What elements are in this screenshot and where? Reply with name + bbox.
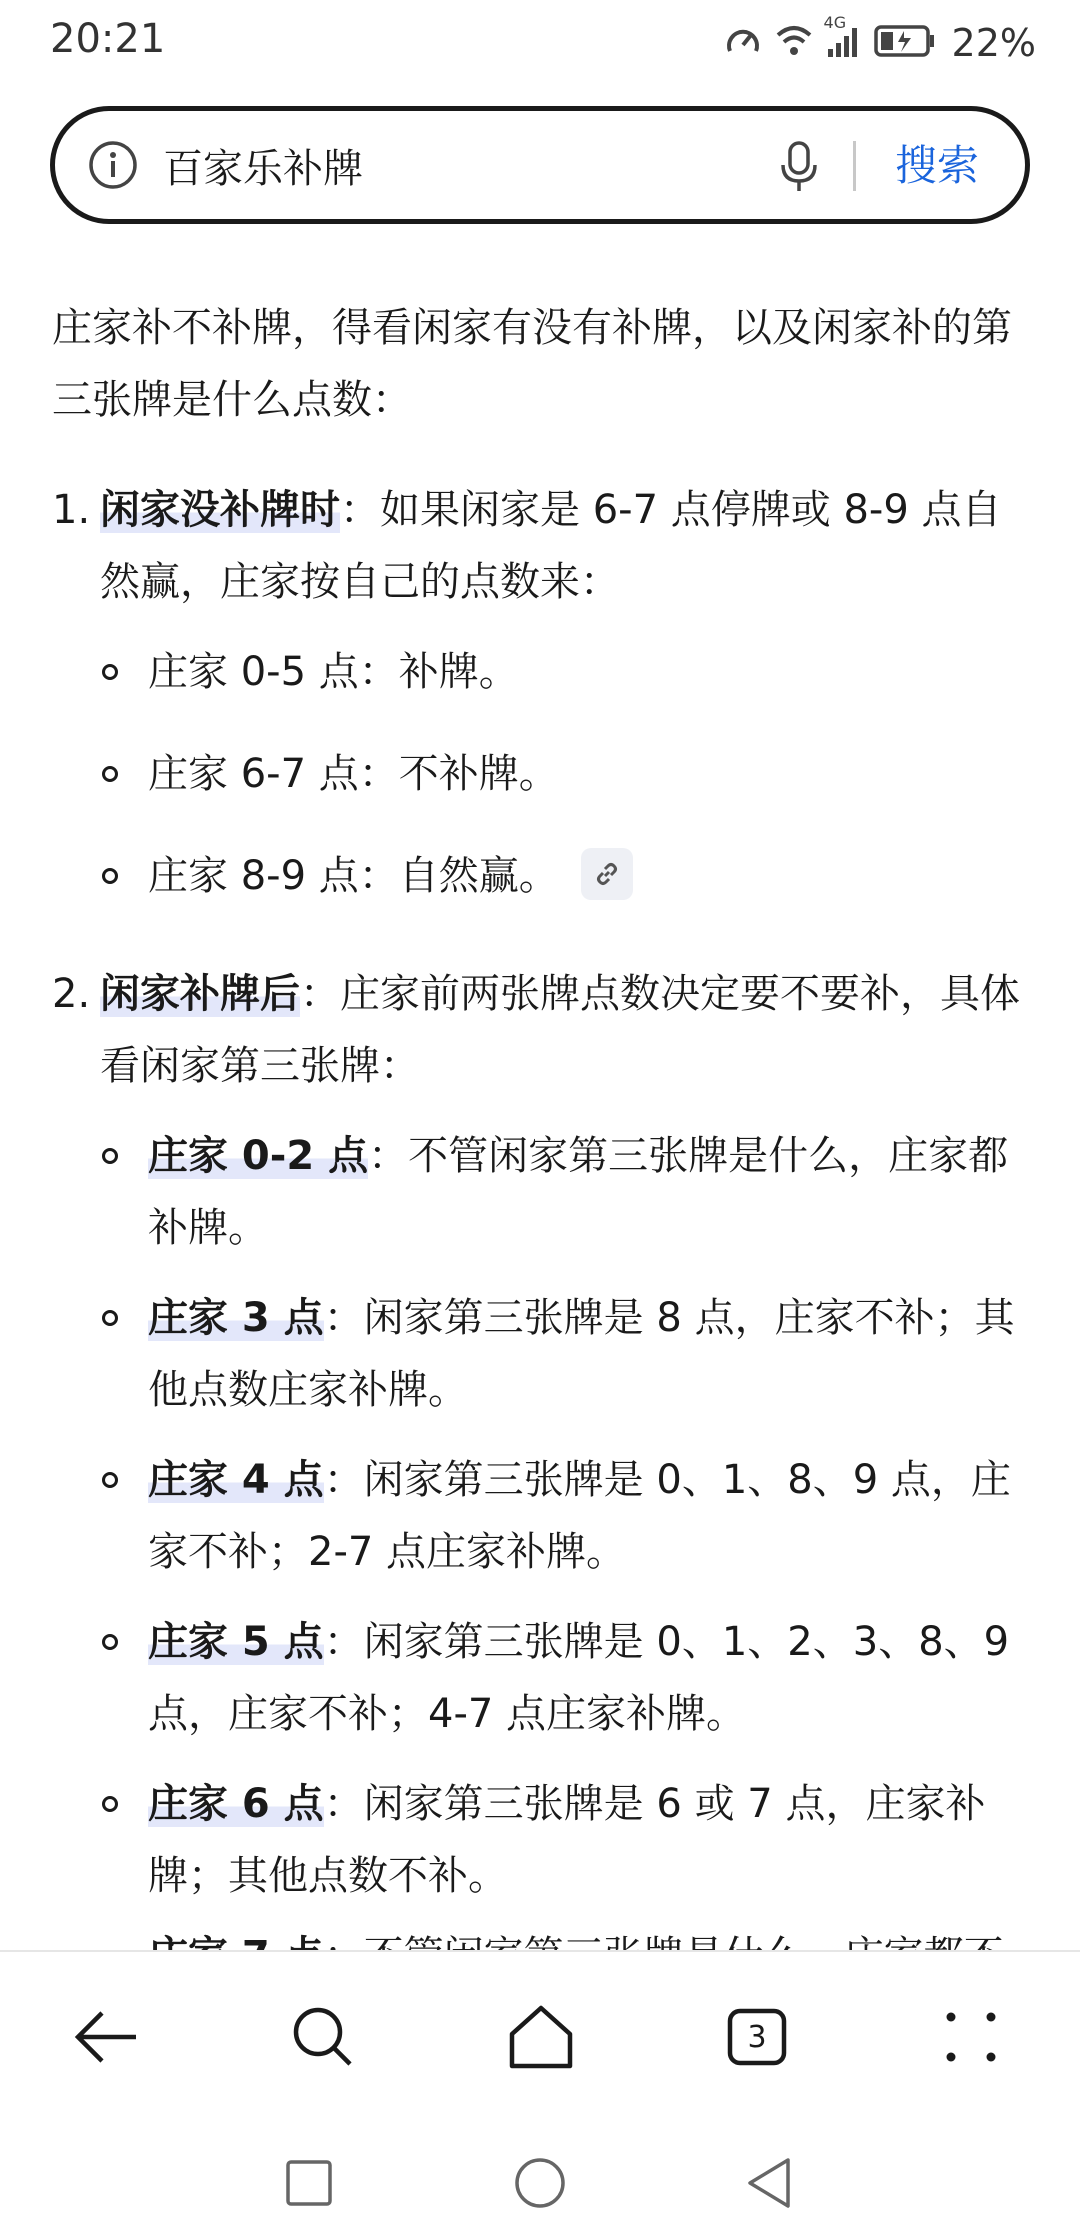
back-arrow-icon[interactable] (62, 1992, 152, 2082)
tabs-button[interactable] (712, 1992, 802, 2082)
section-number: 2. (52, 971, 91, 1017)
browser-bottom-nav (0, 1950, 1080, 2118)
bullet-icon (102, 664, 118, 680)
list-item-text: ：闲家第三张牌是 0、1、2、3、8、9 点，庄家不补；4-7 点庄家补牌。 (148, 1619, 1010, 1737)
info-icon[interactable] (87, 139, 139, 191)
section-body: ：庄家前两张牌点数决定要不要补，具体看闲家第三张牌： (100, 971, 1020, 1089)
list-item-label: 庄家 0-2 点 (148, 1133, 369, 1179)
section-title: 闲家补牌后 (100, 971, 300, 1017)
list-item (148, 1282, 1028, 1426)
search-button[interactable]: 搜索 (895, 133, 979, 193)
article-content (0, 280, 1080, 1950)
wifi-icon (774, 23, 814, 63)
list-item-label: 庄家 5 点 (148, 1619, 324, 1665)
list-item (148, 1444, 1028, 1588)
link-icon[interactable] (581, 848, 633, 900)
mic-icon[interactable] (771, 137, 827, 195)
list-item-label: 庄家 6 点 (148, 1781, 324, 1827)
section-text (100, 474, 1020, 618)
intro-paragraph: 庄家补不补牌，得看闲家有没有补牌，以及闲家补的第三张牌是什么点数： (52, 305, 1012, 423)
list-item-text: ：闲家第三张牌是 0、1、8、9 点，庄家不补；2-7 点庄家补牌。 (148, 1457, 1011, 1575)
bullet-icon (102, 1148, 118, 1164)
list-item (148, 1120, 1028, 1264)
bullet-icon (102, 1634, 118, 1650)
list-item (148, 1606, 1028, 1750)
section-number: 1. (52, 487, 91, 533)
circle-icon[interactable] (505, 2148, 575, 2218)
menu-dots-icon[interactable] (926, 1992, 1016, 2082)
status-icons (724, 13, 1036, 68)
list-item-text: 庄家 8-9 点：自然赢。 (148, 853, 559, 899)
bullet-icon (102, 766, 118, 782)
section-text (100, 958, 1020, 1102)
list-item-label: 庄家 4 点 (148, 1457, 324, 1503)
network-type: 4G (823, 13, 847, 32)
status-time: 20:21 (50, 16, 166, 62)
search-input[interactable] (163, 133, 763, 197)
home-icon[interactable] (496, 1992, 586, 2082)
battery-percent: 22% (951, 21, 1036, 65)
search-icon[interactable] (278, 1992, 368, 2082)
bullet-icon (102, 868, 118, 884)
search-divider (853, 141, 856, 191)
battery-icon (874, 24, 936, 62)
section-title: 闲家没补牌时 (100, 487, 340, 533)
section-body: ：如果闲家是 6-7 点停牌或 8-9 点自然赢，庄家按自己的点数来： (100, 487, 1002, 605)
list-item: 庄家 6-7 点：不补牌。 (148, 751, 559, 797)
list-item (148, 840, 1028, 912)
signal-icon (823, 13, 862, 63)
bullet-icon (102, 1472, 118, 1488)
tab-count: 3 (747, 2019, 767, 2055)
list-item-text: ：闲家第三张牌是 8 点，庄家不补；其他点数庄家补牌。 (148, 1295, 1015, 1413)
bullet-icon (102, 1310, 118, 1326)
list-item (148, 1768, 1028, 1912)
list-item-text: ：闲家第三张牌是 6 或 7 点，庄家补牌；其他点数不补。 (148, 1781, 986, 1899)
status-bar (0, 0, 1080, 86)
search-bar[interactable] (50, 106, 1030, 224)
triangle-back-icon[interactable] (734, 2148, 804, 2218)
system-nav-bar (0, 2118, 1080, 2240)
list-item: 庄家 0-5 点：补牌。 (148, 649, 519, 695)
list-item-text: ：不管闲家第三张牌是什么，庄家都补牌。 (148, 1133, 1009, 1251)
bullet-icon (102, 1796, 118, 1812)
square-icon[interactable] (274, 2148, 344, 2218)
data-speed-icon (724, 23, 762, 63)
list-item-label: 庄家 3 点 (148, 1295, 324, 1341)
